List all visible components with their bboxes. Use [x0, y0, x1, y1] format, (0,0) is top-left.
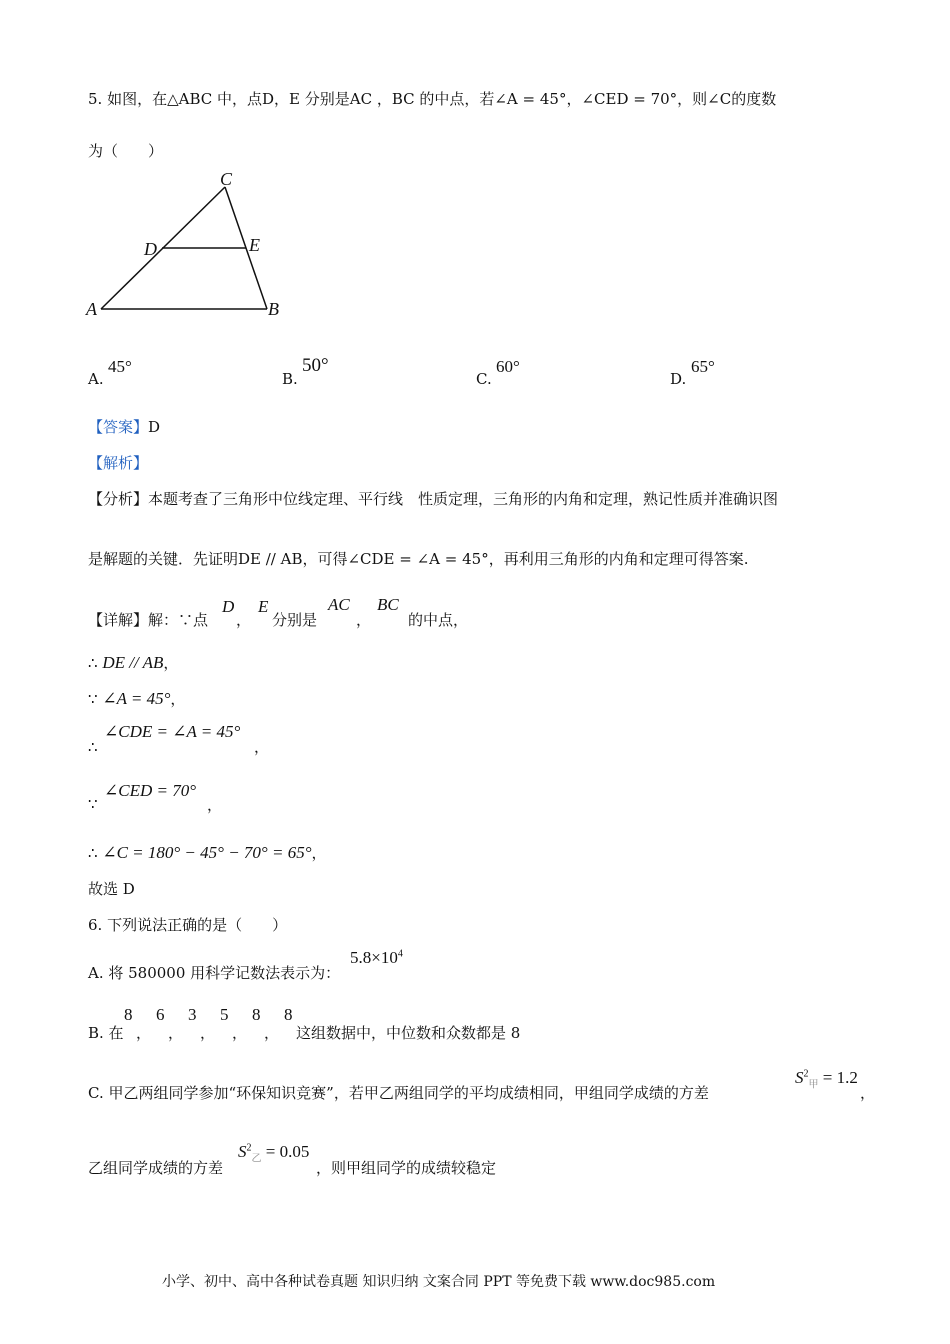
label-d: D	[144, 239, 157, 259]
q6-option-b-num-6: 8	[284, 1005, 293, 1024]
separator: ，	[200, 1024, 216, 1042]
step-3-expression: ∠CDE = ∠A = 45°	[104, 722, 241, 741]
q5-option-c-letter: C.	[476, 370, 492, 388]
q6-option-b-prefix: B. 在	[88, 1024, 124, 1042]
q5-option-d-value: 65°	[691, 357, 715, 376]
answer-tag: 【答案】	[88, 418, 149, 436]
separator: ，	[136, 1024, 152, 1042]
label-c: C	[220, 169, 233, 189]
answer-value: D	[148, 418, 161, 436]
step-expression: ∠C = 180° − 45° − 70° = 65°	[102, 843, 312, 862]
q5-option-a-value: 45°	[108, 357, 132, 376]
variance-sub: 乙	[251, 1153, 262, 1165]
step-symbol: ∴	[88, 844, 98, 862]
variance-symbol: S	[238, 1142, 247, 1161]
analysis-tag: 【解析】	[88, 454, 149, 472]
q6-option-c-line2-post: ，则甲组同学的成绩较稳定	[316, 1159, 497, 1177]
analysis-line1: 【分析】本题考查了三角形中位线定理、平行线 性质定理，三角形的内角和定理，熟记性质并准确识图	[88, 490, 779, 508]
detail-tail: 的中点，	[408, 611, 469, 629]
label-a: A	[86, 299, 97, 319]
q6-option-b-num-3: 3	[188, 1005, 197, 1024]
page-footer: 小学、初中、高中各种试卷真题 知识归纳 文案合同 PPT 等免费下载 www.doc985.com	[162, 1274, 716, 1290]
conclusion: 故选 D	[88, 880, 135, 898]
q5-option-b-value: 50°	[302, 355, 329, 376]
q6-stem: 6. 下列说法正确的是（ ）	[88, 916, 288, 934]
detail-bc: BC	[377, 595, 399, 614]
analysis-line2: 是解题的关键．先证明DE // AB，可得∠CDE = ∠A = 45°，再利用三角形的内角和定理可得答案.	[88, 550, 749, 568]
answer-line	[88, 416, 160, 437]
variance-symbol: S	[795, 1068, 804, 1087]
step-5	[88, 842, 327, 863]
label-b: B	[268, 299, 279, 319]
q6-option-b-num-4: 5	[220, 1005, 229, 1024]
label-e: E	[249, 235, 260, 255]
step-3-symbol: ∴	[88, 738, 98, 756]
step-expression: ∠A = 45°	[102, 689, 171, 708]
q6-option-a: A. 将 580000 用科学记数法表示为：	[88, 964, 341, 982]
q6-option-b-num-2: 6	[156, 1005, 165, 1024]
q6-option-c-variance-2	[238, 1142, 309, 1164]
q6-option-b-num-5: 8	[252, 1005, 261, 1024]
detail-comma2: ，	[356, 611, 372, 629]
variance-value: = 1.2	[818, 1068, 858, 1087]
q5-option-a-letter: A.	[88, 370, 104, 388]
detail-comma1: ，	[236, 611, 252, 629]
q6-option-a-expression	[350, 948, 403, 968]
q6-option-b-num-1: 8	[124, 1005, 133, 1024]
step-1	[88, 652, 178, 673]
separator: ，	[264, 1024, 280, 1042]
step-end: ，	[170, 690, 186, 708]
step-4-symbol: ∵	[88, 795, 98, 813]
step-expression: DE // AB	[102, 653, 164, 672]
q6-option-c-comma: ，	[860, 1084, 876, 1102]
sci-exponent: 4	[397, 948, 403, 960]
detail-head: 【详解】解：∵点	[88, 611, 209, 629]
step-end: ，	[163, 654, 179, 672]
detail-e: E	[258, 597, 269, 616]
step-end: ，	[311, 844, 327, 862]
q6-option-c-variance-1	[795, 1068, 858, 1090]
step-2	[88, 688, 185, 709]
q5-stem-line2: 为（ ）	[88, 142, 164, 160]
q5-option-d-letter: D.	[670, 370, 687, 388]
q5-stem-line1: 5. 如图，在△ABC 中，点D，E 分别是AC ，BC 的中点，若∠A = 45°，∠CED = 70°，则∠C的度数	[88, 90, 777, 108]
separator: ，	[168, 1024, 184, 1042]
detail-ac: AC	[328, 595, 350, 614]
variance-sup: 2	[246, 1142, 252, 1154]
variance-sup: 2	[803, 1068, 809, 1080]
q6-option-c-line1: C. 甲乙两组同学参加“环保知识竞赛”，若甲乙两组同学的平均成绩相同，甲组同学成绩的方差	[88, 1084, 709, 1102]
q5-option-b-letter: B.	[282, 370, 298, 388]
step-4-end: ，	[207, 796, 223, 814]
separator: ，	[232, 1024, 248, 1042]
q6-option-c-line2-pre: 乙组同学成绩的方差	[88, 1159, 224, 1177]
step-symbol: ∵	[88, 690, 98, 708]
q5-option-c-value: 60°	[496, 357, 520, 376]
q6-option-b-suffix: 这组数据中，中位数和众数都是 8	[296, 1024, 521, 1042]
variance-sub: 甲	[808, 1079, 819, 1091]
triangle-figure	[80, 165, 300, 325]
sci-base: 5.8×10	[350, 948, 398, 967]
detail-d: D	[222, 597, 235, 616]
step-symbol: ∴	[88, 654, 98, 672]
variance-value: = 0.05	[261, 1142, 310, 1161]
detail-mid: 分别是	[272, 611, 318, 629]
step-4-expression: ∠CED = 70°	[104, 781, 197, 800]
step-3-end: ，	[254, 738, 270, 756]
